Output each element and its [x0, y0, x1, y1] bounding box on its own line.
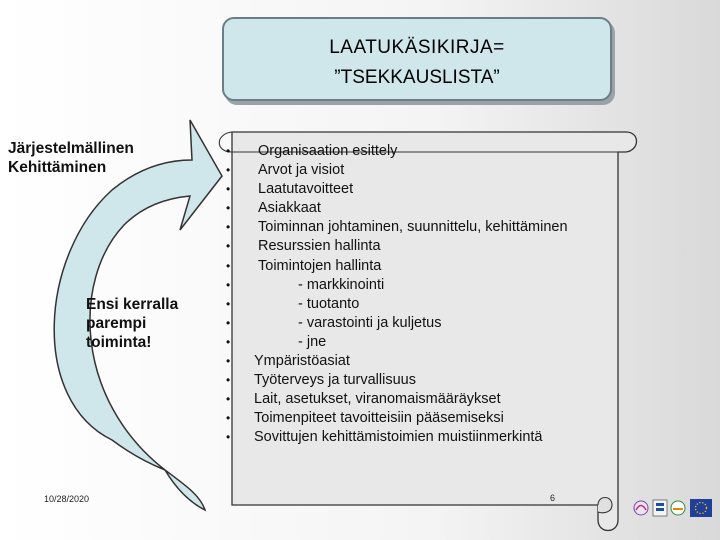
- checklist-item: [226, 257, 568, 276]
- checklist-item: [226, 333, 568, 352]
- checklist-item: [226, 295, 568, 314]
- checklist-item-text: Ympäristöasiat: [254, 353, 350, 370]
- checklist-item: [226, 276, 568, 295]
- bullet-icon: •: [226, 354, 231, 369]
- checklist-item-text: - varastointi ja kuljetus: [298, 314, 442, 331]
- checklist-item-text: Arvot ja visiot: [258, 162, 345, 179]
- checklist: [226, 142, 568, 448]
- checklist-item-text: Resurssien hallinta: [258, 238, 381, 255]
- title-box: [222, 17, 612, 101]
- checklist-item-text: - tuotanto: [298, 295, 360, 312]
- logo-2-icon: [653, 500, 667, 516]
- cycle-bottom-label: [86, 295, 178, 352]
- checklist-item: [226, 180, 568, 199]
- bullet-icon: •: [226, 144, 231, 158]
- checklist-item: [226, 161, 568, 180]
- checklist-item-text: Sovittujen kehittämistoimien muistiinmerkintä: [254, 429, 543, 446]
- page-number: 6: [550, 493, 556, 503]
- bullet-icon: •: [226, 373, 231, 388]
- checklist-item: [226, 142, 568, 161]
- checklist-item-text: - jne: [298, 333, 327, 350]
- checklist-item: [226, 371, 568, 390]
- bullet-icon: •: [226, 392, 231, 407]
- bullet-icon: •: [226, 296, 231, 311]
- cycle-top-label-line1: Järjestelmällinen: [8, 140, 134, 157]
- checklist-item: [226, 199, 568, 218]
- logo-1-icon: [634, 501, 648, 515]
- checklist-item-text: - markkinointi: [298, 276, 385, 293]
- bullet-icon: •: [226, 258, 231, 273]
- logo-3-icon: [671, 501, 685, 515]
- eu-flag-icon: [690, 499, 712, 517]
- checklist-item-text: Lait, asetukset, viranomaismääräykset: [254, 391, 501, 408]
- checklist-item-text: Työterveys ja turvallisuus: [254, 372, 416, 389]
- cycle-bottom-label-line2: parempi: [86, 315, 147, 332]
- checklist-item-text: Organisaation esittely: [258, 143, 398, 159]
- bullet-icon: •: [226, 201, 231, 216]
- checklist-item-text: Laatutavoitteet: [258, 181, 354, 198]
- checklist-item-text: Asiakkaat: [258, 200, 321, 217]
- bullet-icon: •: [226, 239, 231, 254]
- bullet-icon: •: [226, 220, 231, 235]
- slide-date: 10/28/2020: [44, 494, 90, 504]
- cycle-top-label: [8, 139, 134, 177]
- bullet-icon: •: [226, 277, 231, 292]
- checklist-item: [226, 390, 568, 409]
- bullet-icon: •: [226, 334, 231, 349]
- checklist-item: [226, 237, 568, 256]
- checklist-item: [226, 314, 568, 333]
- checklist-item-text: Toimenpiteet tavoitteisiin pääsemiseksi: [254, 410, 504, 427]
- title-line2: ”TSEKKAUSLISTA”: [334, 67, 500, 88]
- checklist-item: [226, 352, 568, 371]
- checklist-item: [226, 218, 568, 237]
- checklist-item: [226, 409, 568, 428]
- bullet-icon: •: [226, 411, 231, 426]
- cycle-bottom-label-line1: Ensi kerralla: [86, 296, 179, 313]
- checklist-item: [226, 428, 568, 447]
- checklist-item-text: Toiminnan johtaminen, suunnittelu, kehittäminen: [258, 219, 568, 236]
- bullet-icon: •: [226, 315, 231, 330]
- checklist-item-text: Toimintojen hallinta: [258, 257, 382, 274]
- partner-logos: [632, 497, 714, 519]
- cycle-top-label-line2: Kehittäminen: [8, 159, 107, 176]
- bullet-icon: •: [226, 182, 231, 197]
- title-line1: LAATUKÄSIKIRJA=: [329, 37, 505, 58]
- bullet-icon: •: [226, 163, 231, 178]
- bullet-icon: •: [226, 430, 231, 445]
- cycle-bottom-label-line3: toiminta!: [86, 334, 152, 351]
